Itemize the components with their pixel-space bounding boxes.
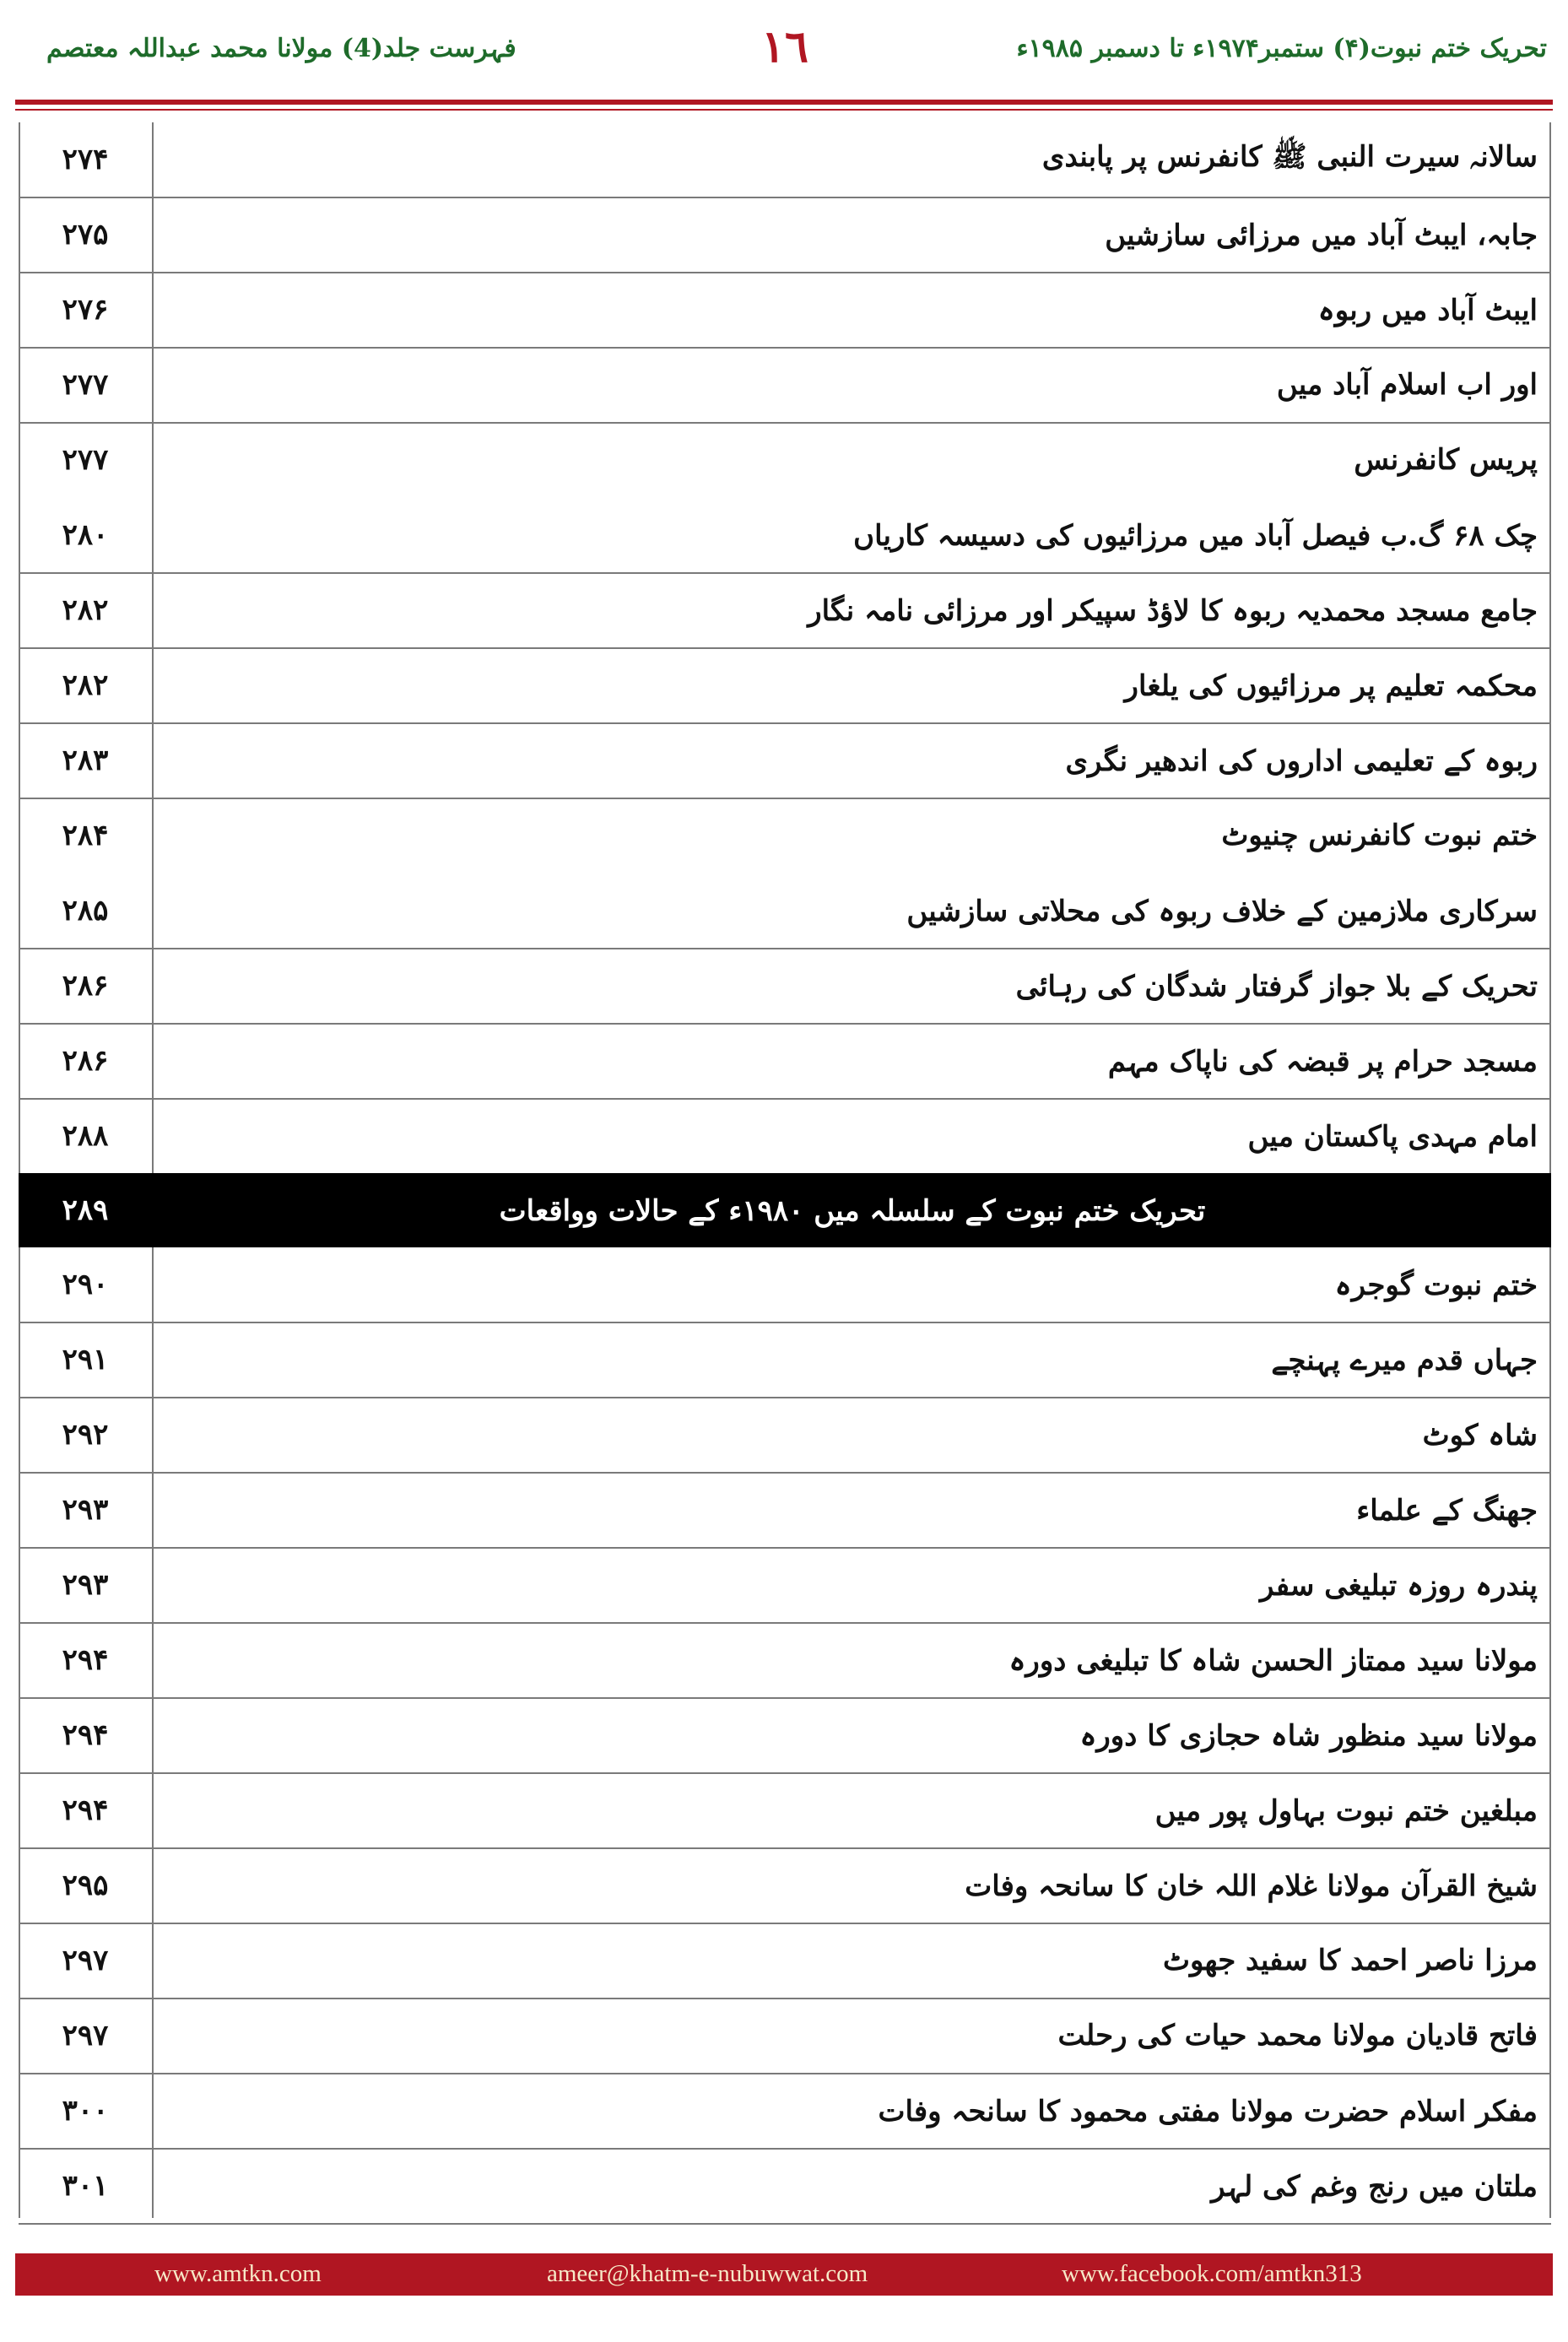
header-rule-thick	[15, 100, 1553, 105]
toc-page-number: ۳۰۰	[62, 2094, 109, 2128]
toc-row	[19, 1698, 1551, 1774]
toc-row	[19, 197, 1551, 273]
toc-page-number: ۲۸۴	[62, 819, 109, 852]
toc-row	[19, 1473, 1551, 1549]
toc-row	[19, 348, 1551, 424]
toc-entry-title: شاہ کوٹ	[1422, 1418, 1538, 1452]
toc-entry-title: مولانا سید منظور شاہ حجازی کا دورہ	[1079, 1718, 1538, 1753]
toc-row	[19, 723, 1551, 799]
toc-page-number: ۲۹۷	[62, 1944, 109, 1977]
toc-page-number: ۲۹۲	[62, 1418, 109, 1452]
toc-entry-title: جہاں قدم میرے پہنچے	[1271, 1343, 1538, 1377]
header-book-title: تحریک ختم نبوت(۴) ستمبر۱۹۷۴ء تا دسمبر ۱۹۸۵ء	[1016, 34, 1547, 63]
toc-entry-title: ختم نبوت گوجرہ	[1334, 1268, 1538, 1302]
toc-row	[19, 1548, 1551, 1624]
toc-page-number: ۲۹۴	[62, 1718, 109, 1752]
toc-row	[19, 874, 1551, 949]
toc-page-number: ۲۷۵	[62, 218, 109, 252]
toc-row	[19, 1999, 1551, 2074]
table-of-contents	[19, 122, 1551, 2232]
page-header	[0, 0, 1568, 118]
toc-entry-title: شیخ القرآن مولانا غلام اللہ خان کا سانحہ وفات	[965, 1869, 1538, 1903]
toc-row	[19, 1322, 1551, 1398]
toc-page-number: ۲۷۷	[62, 368, 109, 402]
toc-page-number: ۲۸۵	[62, 894, 109, 928]
footer-website-link[interactable]: www.amtkn.com	[154, 2260, 322, 2287]
toc-row	[19, 1099, 1551, 1173]
toc-row	[19, 2074, 1551, 2150]
toc-entry-title: امام مہدی پاکستان میں	[1247, 1119, 1538, 1154]
toc-page-number: ۲۸۳	[62, 744, 109, 777]
toc-row	[19, 1024, 1551, 1100]
toc-entry-title: اور اب اسلام آباد میں	[1276, 368, 1538, 402]
section-heading-row	[19, 1173, 1551, 1247]
toc-entry-title: ملتان میں رنج وغم کی لہر	[1211, 2169, 1538, 2204]
toc-page-number: ۲۸۲	[62, 668, 109, 702]
section-page-number: ۲۸۹	[62, 1193, 109, 1227]
toc-entry-title: جابہ، ایبٹ آباد میں مرزائی سازشیں	[1105, 218, 1538, 252]
toc-page-number: ۲۷۴	[62, 143, 109, 176]
toc-entry-title: ربوہ کے تعلیمی اداروں کی اندھیر نگری	[1065, 744, 1538, 778]
toc-entry-title: سرکاری ملازمین کے خلاف ربوہ کی محلاتی سازشیں	[906, 894, 1538, 928]
toc-page-number: ۲۹۳	[62, 1493, 109, 1527]
toc-row	[19, 949, 1551, 1025]
toc-row	[19, 798, 1551, 873]
page-footer	[15, 2253, 1553, 2296]
footer-facebook-link[interactable]: www.facebook.com/amtkn313	[1062, 2260, 1362, 2287]
toc-row	[19, 122, 1551, 198]
toc-page-number: ۲۹۰	[62, 1268, 109, 1301]
footer-email-link[interactable]: ameer@khatm-e-nubuwwat.com	[547, 2260, 868, 2287]
toc-page-number: ۲۷۶	[62, 293, 109, 327]
toc-page-number: ۲۹۳	[62, 1568, 109, 1602]
toc-entry-title: مفکر اسلام حضرت مولانا مفتی محمود کا سانحہ وفات	[878, 2094, 1538, 2128]
toc-row	[19, 2149, 1551, 2225]
toc-page-number: ۲۹۴	[62, 1793, 109, 1827]
toc-entry-title: ختم نبوت کانفرنس چنیوٹ	[1221, 819, 1538, 852]
toc-entry-title: ایبٹ آباد میں ربوہ	[1317, 293, 1538, 327]
toc-entry-title: مرزا ناصر احمد کا سفید جھوٹ	[1162, 1944, 1538, 1977]
toc-entry-title: مسجد حرام پر قبضہ کی ناپاک مہم	[1107, 1044, 1538, 1079]
toc-entry-title: مولانا سید ممتاز الحسن شاہ کا تبلیغی دورہ	[1008, 1643, 1538, 1678]
toc-page-number: ۲۸۶	[62, 969, 109, 1003]
toc-entry-title: پندرہ روزہ تبلیغی سفر	[1259, 1568, 1538, 1603]
toc-row	[19, 1923, 1551, 1999]
toc-row	[19, 498, 1551, 574]
section-heading-title: تحریک ختم نبوت کے سلسلہ میں ۱۹۸۰ء کے حالات وواقعات	[499, 1193, 1206, 1228]
toc-page-number: ۲۸۸	[62, 1119, 109, 1153]
toc-page-number: ۲۸۲	[62, 593, 109, 627]
toc-row	[19, 1398, 1551, 1474]
toc-entry-title: تحریک کے بلا جواز گرفتار شدگان کی رہائی	[1015, 969, 1538, 1003]
toc-entry-title: سالانہ سیرت النبی ﷺ کانفرنس پر پابندی	[1041, 139, 1538, 174]
page-number: ١٦	[761, 21, 808, 73]
toc-row	[19, 648, 1551, 724]
toc-page-number: ۲۸۶	[62, 1044, 109, 1078]
toc-page-number: ۲۹۵	[62, 1869, 109, 1902]
toc-entry-title: فاتح قادیان مولانا محمد حیات کی رحلت	[1057, 2019, 1538, 2053]
toc-row	[19, 1848, 1551, 1924]
toc-page-number: ۲۷۷	[62, 443, 109, 477]
toc-row	[19, 573, 1551, 649]
toc-entry-title: جھنگ کے علماء	[1356, 1493, 1538, 1528]
toc-page-number: ۲۹۷	[62, 2019, 109, 2053]
toc-row	[19, 1247, 1551, 1323]
toc-row	[19, 1773, 1551, 1849]
toc-entry-title: محکمہ تعلیم پر مرزائیوں کی یلغار	[1124, 668, 1538, 703]
header-volume-author: فہرست جلد(4) مولانا محمد عبداللہ معتصم	[46, 34, 516, 63]
toc-entry-title: پریس کانفرنس	[1354, 443, 1538, 477]
header-rule-thin	[15, 109, 1553, 111]
toc-entry-title: چک ۶۸ گ.ب فیصل آباد میں مرزائیوں کی دسیسہ کاریاں	[853, 518, 1538, 553]
toc-row	[19, 423, 1551, 497]
toc-entry-title: جامع مسجد محمدیہ ربوہ کا لاؤڈ سپیکر اور مرزائی نامہ نگار	[808, 593, 1538, 628]
toc-page-number: ۲۹۴	[62, 1643, 109, 1677]
toc-row	[19, 1623, 1551, 1699]
toc-page-number: ۲۸۰	[62, 518, 109, 552]
toc-row	[19, 273, 1551, 349]
toc-page-number: ۲۹۱	[62, 1343, 109, 1377]
toc-page-number: ۳۰۱	[62, 2169, 109, 2203]
toc-entry-title: مبلغین ختم نبوت بہاول پور میں	[1154, 1793, 1538, 1828]
